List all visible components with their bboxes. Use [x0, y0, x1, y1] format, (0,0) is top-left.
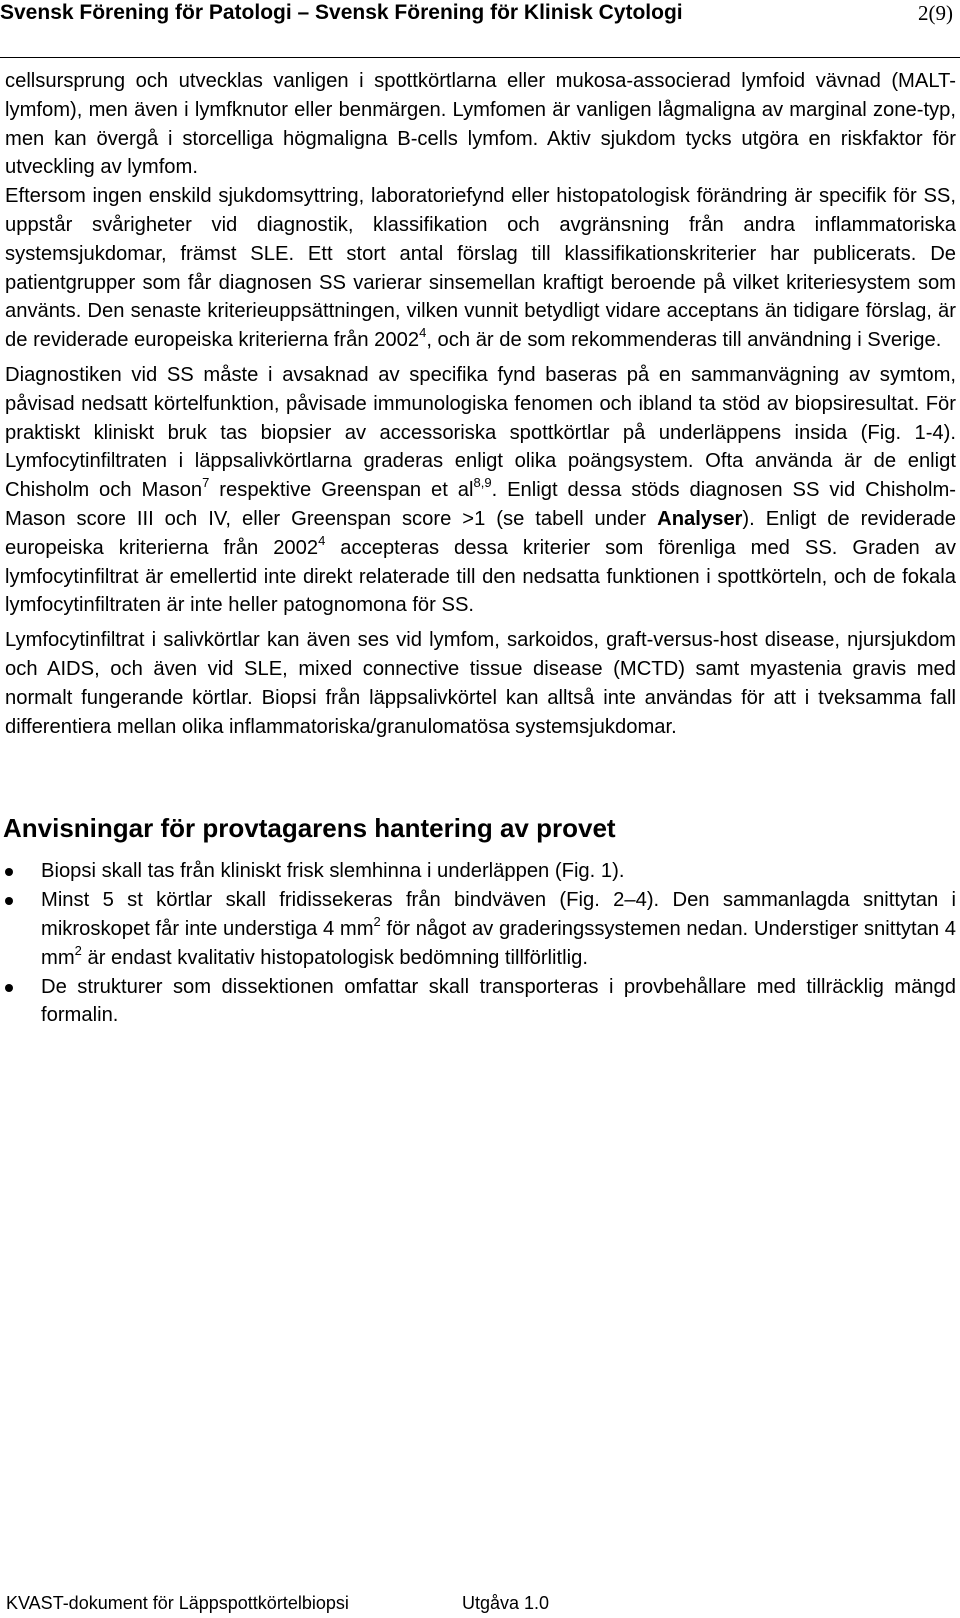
- paragraph-text: accepteras dessa kriterier som förenliga med SS. Graden av lymfocytinfiltrat är emellertid inte direkt relaterade till den nedsatta funktionen i spottkörteln, och de fokala lymfocytinfiltraten är inte heller patognomona för SS.: [5, 536, 956, 617]
- reference-superscript: 4: [318, 532, 326, 548]
- bullet-icon: [5, 984, 13, 992]
- page-number: 2(9): [918, 1, 953, 25]
- list-item-text: är endast kvalitativ histopatologisk bedömning tillförlitlig.: [81, 946, 588, 969]
- unit-superscript: 2: [373, 913, 381, 929]
- bullet-icon: [5, 897, 13, 905]
- section-reference: Analyser: [657, 507, 743, 530]
- footer-version: Utgåva 1.0: [462, 1593, 550, 1613]
- header-divider: [0, 57, 960, 58]
- page-header: [0, 0, 957, 27]
- unit-superscript: 2: [74, 942, 82, 958]
- paragraph-text: ). Enligt de reviderade europeiska kriterierna från 2002: [5, 507, 956, 559]
- list-item: [5, 857, 956, 886]
- list-item: [5, 973, 956, 1031]
- section-heading: Anvisningar för provtagarens hantering av provet: [3, 813, 616, 844]
- instruction-list: [5, 857, 956, 1030]
- paragraph-text: respektive Greenspan et al: [209, 479, 474, 502]
- paragraph-classification: [5, 182, 956, 355]
- paragraph-text: Diagnostiken vid SS måste i avsaknad av specifika fynd baseras på en sammanvägning av symtom, påvisad nedsatt körtelfunktion, påvisade immunologiska fenomen och ibland ta stöd av biopsiresultat. För praktiskt kliniskt bruk tas biopsier av accessoriska spottkörtlar på underläppens insida (Fig. 1-4). Lymfocytinfiltraten i läppsalivkörtlarna graderas enligt olika poängsystem. Ofta använda är de enligt Chisholm och Mason: [5, 363, 956, 502]
- reference-superscript: 7: [202, 475, 210, 491]
- document-body: [5, 67, 956, 1030]
- header-title: Svensk Förening för Patologi – Svensk Förening för Klinisk Cytologi: [0, 1, 683, 24]
- list-item-text: för något av graderingssystemen nedan. Understiger snittytan 4 mm: [41, 917, 957, 969]
- list-item-text: De strukturer som dissektionen omfattar skall transporteras i provbehållare med tillräcklig mängd formalin.: [41, 975, 956, 1027]
- paragraph-diagnostics: [5, 361, 956, 620]
- paragraph-text: Eftersom ingen enskild sjukdomsyttring, laboratoriefynd eller histopatologisk förändring är specifik för SS, uppstår svårigheter vid diagnostik, klassifikation och avgränsning från andra inflammatoriska systemsjukdomar, främst SLE. Ett stort antal förslag till klassifikationskriterier har publicerats. De patientgrupper som får diagnosen SS varierar sinsemellan kraftigt beroende på vilket kriteriesystem som använts. Den senaste kriterieuppsättningen, vilken vunnit betydligt vidare acceptans än tidigare förslag, är de reviderade europeiska kriterierna från 2002: [5, 185, 956, 352]
- reference-superscript: 8,9: [473, 475, 492, 491]
- reference-superscript: 4: [419, 325, 427, 341]
- paragraph-differential: Lymfocytinfiltrat i salivkörtlar kan även ses vid lymfom, sarkoidos, graft-versus-host disease, njursjukdom och AIDS, och även vid SLE, mixed connective tissue disease (MCTD) samt myastenia gravis med normalt fungerande körtlar. Biopsi från läppsalivkörtel kan alltså inte användas för att i tveksamma fall differentiera mellan olika inflammatoriska/granulomatösa systemsjukdomar.: [5, 629, 956, 738]
- paragraph-text: . Enligt dessa stöds diagnosen SS vid Chisholm-Mason score III och IV, eller Greenspan score >1 (se tabell under: [5, 479, 956, 530]
- footer-document-title: KVAST-dokument för Läppspottkörtelbiopsi: [6, 1593, 349, 1613]
- list-item: [5, 886, 956, 972]
- page-footer: [6, 1588, 706, 1618]
- paragraph-text: , och är de som rekommenderas till användning i Sverige.: [426, 329, 942, 352]
- paragraph-lymphoma: cellsursprung och utvecklas vanligen i spottkörtlarna eller mukosa-associerad lymfoid vävnad (MALT-lymfom), men även i lymfknutor eller benmärgen. Lymfomen är vanligen lågmaligna av marginal zone-typ, men kan övergå i storcelliga högmaligna B-cells lymfom. Aktiv sjukdom tycks utgöra en riskfaktor för utveckling av lymfom.: [5, 70, 956, 179]
- list-item-text: Minst 5 st körtlar skall fridissekeras från bindväven (Fig. 2–4). Den sammanlagda snittytan i mikroskopet får inte understiga 4 mm: [41, 889, 956, 940]
- list-item-text: Biopsi skall tas från kliniskt frisk slemhinna i underläppen (Fig. 1).: [41, 860, 625, 883]
- bullet-icon: [5, 868, 13, 876]
